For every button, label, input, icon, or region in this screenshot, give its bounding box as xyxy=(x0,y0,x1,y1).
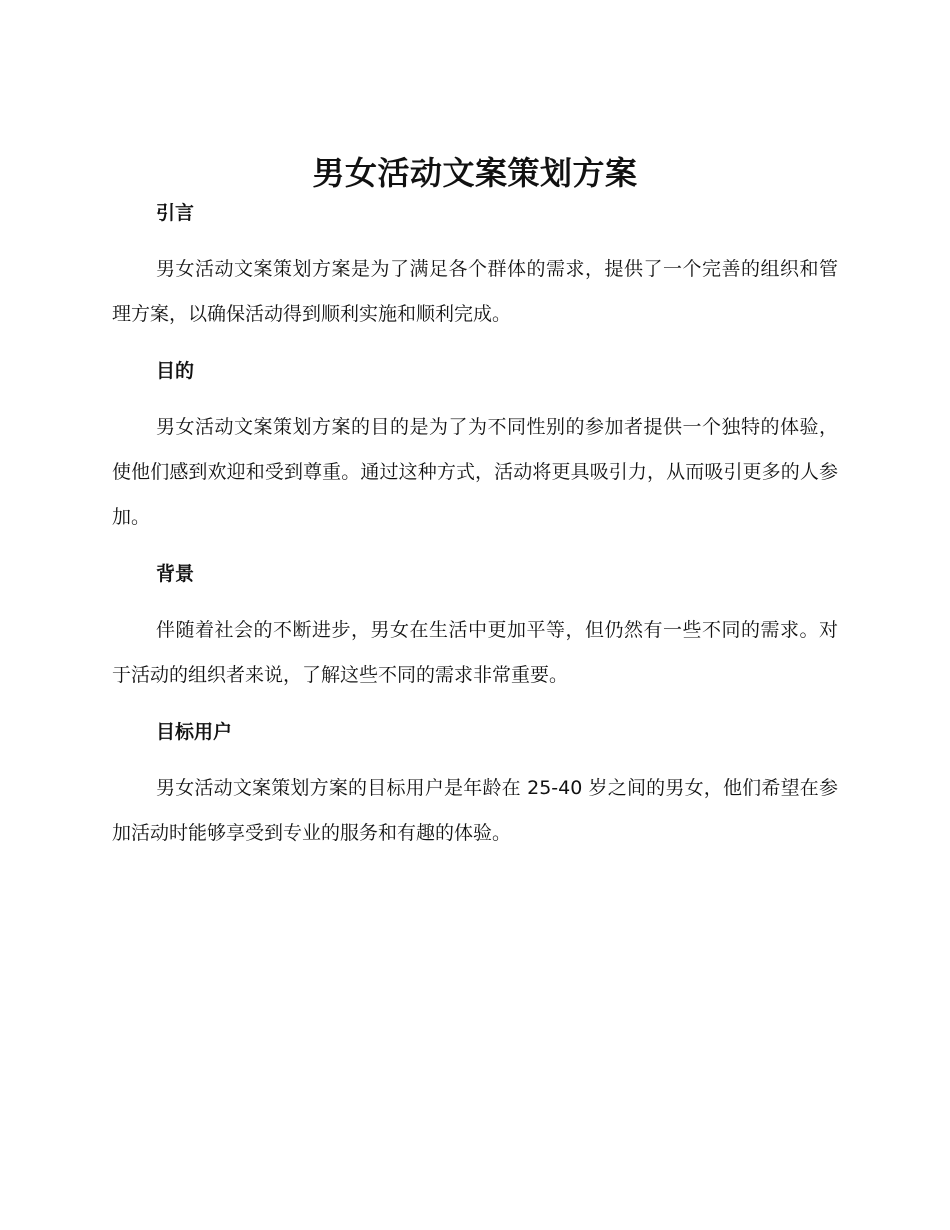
section-paragraph: 男女活动文案策划方案是为了满足各个群体的需求，提供了一个完善的组织和管理方案，以确保活动得到顺利实施和顺利完成。 xyxy=(112,258,838,325)
section-heading: 目标用户 xyxy=(156,721,233,743)
document-title: 男女活动文案策划方案 xyxy=(312,154,638,192)
section-paragraph: 男女活动文案策划方案的目的是为了为不同性别的参加者提供一个独特的体验，使他们感到欢迎和受到尊重。通过这种方式，活动将更具吸引力，从而吸引更多的人参加。 xyxy=(112,416,838,528)
section-heading: 目的 xyxy=(156,360,195,382)
section-introduction xyxy=(112,200,838,337)
section-background xyxy=(112,561,838,698)
section-paragraph: 男女活动文案策划方案的目标用户是年龄在 25-40 岁之间的男女，他们希望在参加活动时能够享受到专业的服务和有趣的体验。 xyxy=(112,777,838,844)
section-paragraph: 伴随着社会的不断进步，男女在生活中更加平等，但仍然有一些不同的需求。对于活动的组织者来说，了解这些不同的需求非常重要。 xyxy=(112,619,838,686)
section-target-users xyxy=(112,719,838,856)
section-purpose xyxy=(112,358,838,540)
section-heading: 背景 xyxy=(156,563,195,585)
section-heading: 引言 xyxy=(156,202,195,224)
